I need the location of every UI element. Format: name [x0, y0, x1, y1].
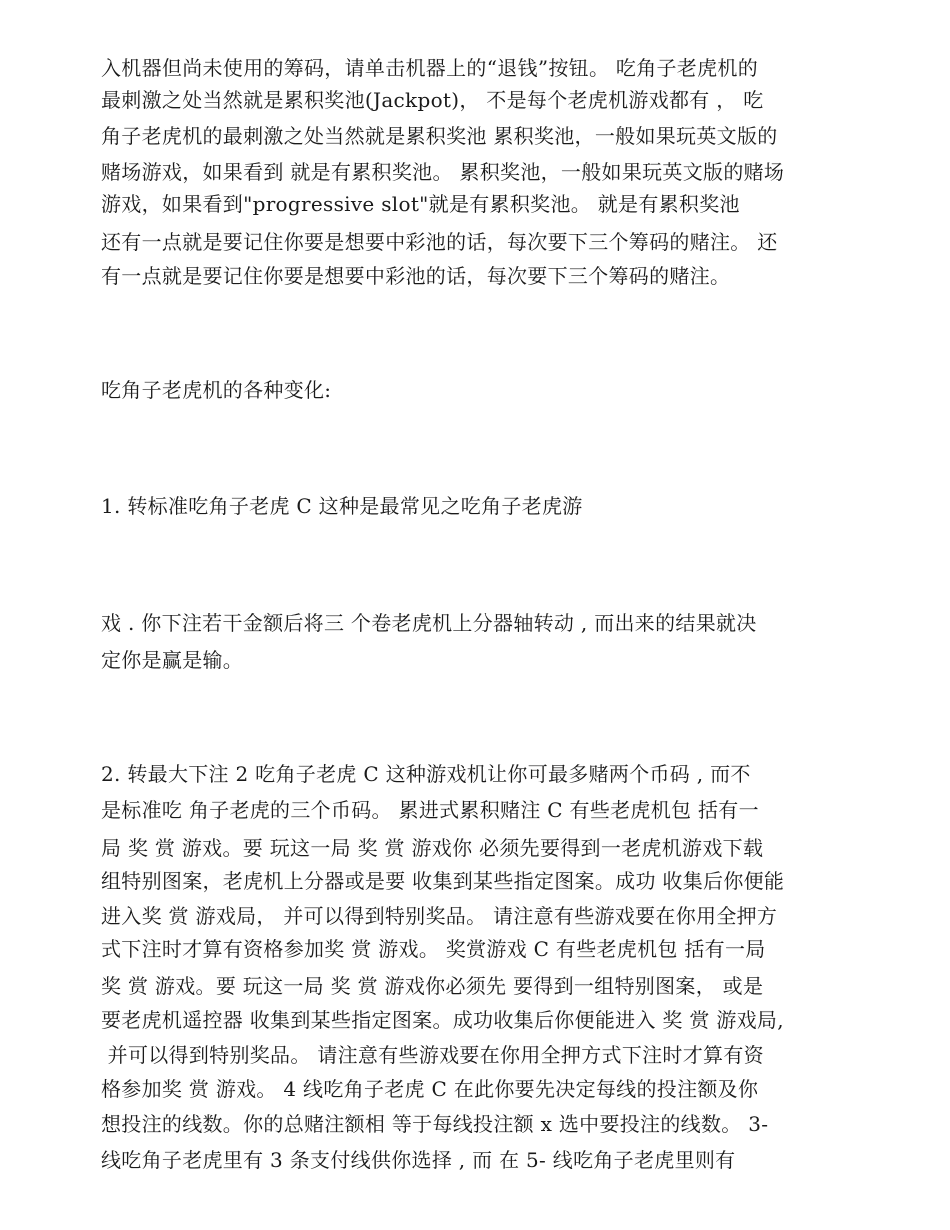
text-line: 定你是赢是输。 — [101, 648, 244, 672]
text-line: 角子老虎机的最刺激之处当然就是累积奖池 累积奖池，一般如果玩英文版的 — [101, 124, 778, 148]
text-line: 格参加奖 赏 游戏。 4 线吃角子老虎 C 在此你要先决定每线的投注额及你 — [101, 1077, 759, 1101]
text-line: 想投注的线数。你的总赌注额相 等于每线投注额 x 选中要投注的线数。 3- — [101, 1112, 769, 1136]
text-line: 进入奖 赏 游戏局， 并可以得到特别奖品。 请注意有些游戏要在你用全押方 — [101, 904, 778, 928]
text-line: 戏 . 你下注若干金额后将三 个卷老虎机上分器轴转动 , 而出来的结果就决 — [101, 611, 757, 635]
text-line: 组特别图案，老虎机上分器或是要 收集到某些指定图案。成功 收集后你便能 — [101, 869, 785, 893]
text-line: 赌场游戏，如果看到 就是有累积奖池。 累积奖池，一般如果玩英文版的赌场 — [101, 160, 785, 184]
text-line: 是标准吃 角子老虎的三个币码。 累进式累积赌注 C 有些老虎机包 括有一 — [101, 798, 759, 822]
text-line: 游戏，如果看到"progressive slot"就是有累积奖池。 就是有累积奖池 — [101, 192, 740, 216]
text-line: 线吃角子老虎里有 3 条支付线供你选择 , 而 在 5- 线吃角子老虎里则有 — [101, 1148, 736, 1172]
list-item-heading: 1. 转标准吃角子老虎 C 这种是最常见之吃角子老虎游 — [101, 494, 583, 518]
text-line: 有一点就是要记住你要是想要中彩池的话，每次要下三个筹码的赌注。 — [101, 264, 731, 288]
text-line: 最刺激之处当然就是累积奖池(Jackpot)， 不是每个老虎机游戏都有 ， 吃 — [101, 88, 764, 112]
text-line: 要老虎机遥控器 收集到某些指定图案。成功收集后你便能进入 奖 赏 游戏局, — [101, 1008, 784, 1032]
text-line: 还有一点就是要记住你要是想要中彩池的话，每次要下三个筹码的赌注。 还 — [101, 230, 778, 254]
text-line: 并可以得到特别奖品。 请注意有些游戏要在你用全押方式下注时才算有资 — [101, 1043, 764, 1067]
text-line: 入机器但尚未使用的筹码，请单击机器上的“退钱”按钮。 吃角子老虎机的 — [101, 56, 759, 80]
text-line: 奖 赏 游戏。要 玩这一局 奖 赏 游戏你必须先 要得到一组特别图案， 或是 — [101, 974, 764, 998]
text-line: 式下注时才算有资格参加奖 赏 游戏。 奖赏游戏 C 有些老虎机包 括有一局 — [101, 937, 766, 961]
text-line: 局 奖 赏 游戏。要 玩这一局 奖 赏 游戏你 必须先要得到一老虎机游戏下载 — [101, 836, 764, 860]
list-item-heading: 2. 转最大下注 2 吃角子老虎 C 这种游戏机让你可最多赌两个币码 , 而不 — [101, 762, 751, 786]
section-heading: 吃角子老虎机的各种变化: — [101, 378, 332, 402]
